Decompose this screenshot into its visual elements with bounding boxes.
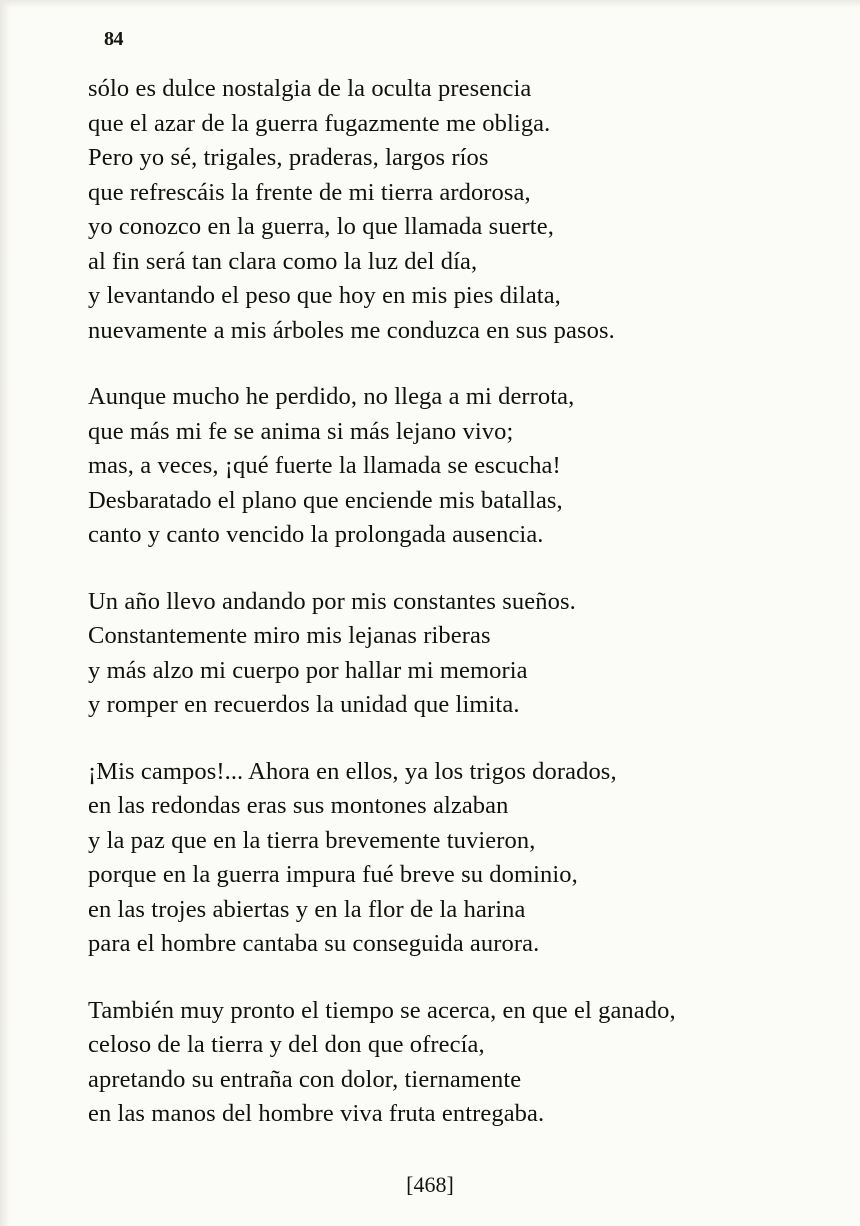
poem-line: para el hombre cantaba su conseguida aurora. <box>88 930 540 957</box>
poem-line: nuevamente a mis árboles me conduzca en sus pasos. <box>88 316 615 344</box>
poem-line: canto y canto vencido la prolongada ausencia. <box>88 521 544 548</box>
poem-line: en las manos del hombre viva fruta entregaba. <box>88 1100 545 1127</box>
poem-line: Aunque mucho he perdido, no llega a mi derrota, <box>88 383 575 410</box>
poem-line: y más alzo mi cuerpo por hallar mi memoria <box>88 656 528 684</box>
poem-line: que el azar de la guerra fugazmente me obliga. <box>88 109 551 137</box>
poem-line: Desbaratado el plano que enciende mis batallas, <box>88 486 563 514</box>
poem-line: Constantemente miro mis lejanas riberas <box>88 622 491 649</box>
stanza <box>88 585 788 723</box>
folio-number: [468] <box>406 1172 454 1197</box>
poem-line: Un año llevo andando por mis constantes sueños. <box>88 587 576 615</box>
poem-line: en las trojes abiertas y en la flor de la harina <box>88 895 526 923</box>
poem-line: celoso de la tierra y del don que ofrecía, <box>88 1031 485 1058</box>
stanza <box>88 994 788 1132</box>
poem-line: porque en la guerra impura fué breve su dominio, <box>88 861 578 888</box>
page-number-header: 84 <box>104 28 123 50</box>
poem-line: Pero yo sé, trigales, praderas, largos ríos <box>88 144 489 171</box>
poem-line: yo conozco en la guerra, lo que llamada suerte, <box>88 213 554 240</box>
stanza <box>88 755 788 962</box>
poem-line: y levantando el peso que hoy en mis pies dilata, <box>88 282 561 309</box>
poem-line: mas, a veces, ¡qué fuerte la llamada se escucha! <box>88 452 561 479</box>
stanza <box>88 72 788 348</box>
poem-line: que refrescáis la frente de mi tierra ardorosa, <box>88 178 531 206</box>
stanza <box>88 380 788 553</box>
scan-edge-left <box>0 0 10 1226</box>
poem-line: al fin será tan clara como la luz del día, <box>88 247 478 275</box>
poem-line: y romper en recuerdos la unidad que limita. <box>88 691 520 718</box>
poem-line: sólo es dulce nostalgia de la oculta presencia <box>88 75 532 102</box>
scan-edge-top <box>0 0 860 8</box>
poem-line: apretando su entraña con dolor, tiernamente <box>88 1065 522 1093</box>
poem-line: También muy pronto el tiempo se acerca, en que el ganado, <box>88 996 676 1024</box>
poem-line: ¡Mis campos!... Ahora en ellos, ya los trigos dorados, <box>88 757 617 785</box>
poem-line: y la paz que en la tierra brevemente tuvieron, <box>88 826 536 854</box>
poem-line: que más mi fe se anima si más lejano vivo; <box>88 417 514 445</box>
poem-line: en las redondas eras sus montones alzaban <box>88 792 509 819</box>
poem-body <box>88 72 788 1164</box>
